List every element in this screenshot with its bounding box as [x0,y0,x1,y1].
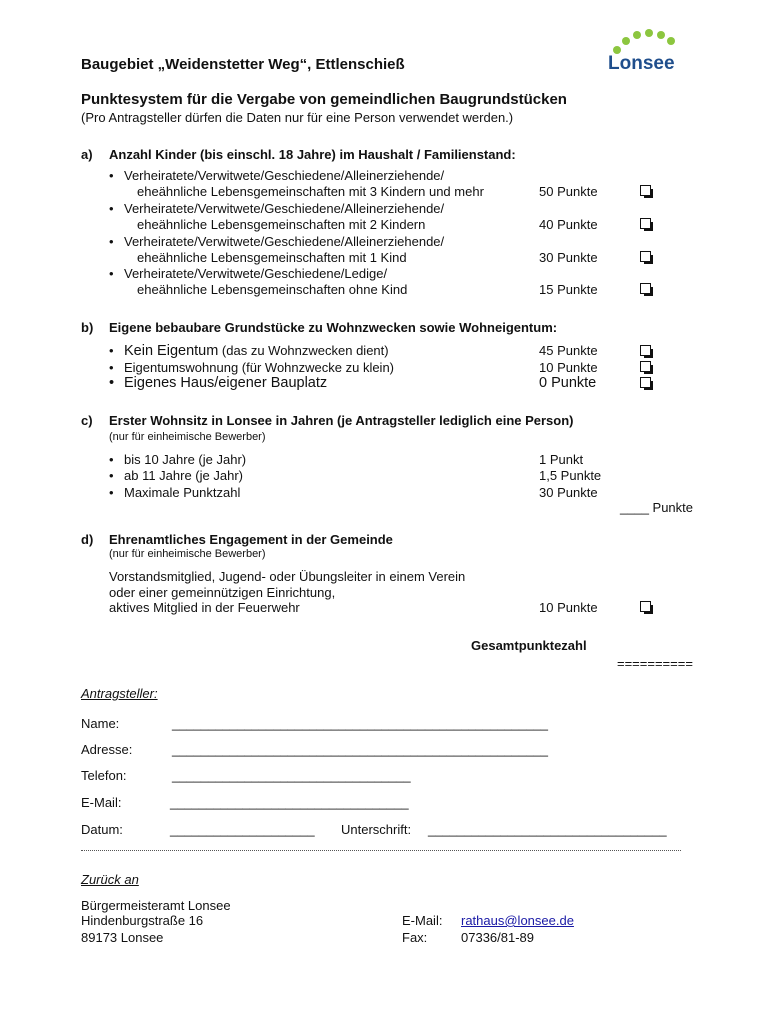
name-field[interactable]: ____________________________________________________ [172,716,548,731]
name-label: Name: [81,716,120,731]
section-b-item-2-points: 10 Punkte [539,360,598,375]
section-b-item-2: • Eigentumswohnung (für Wohnzwecke zu klein) [124,360,394,375]
email-field[interactable]: _________________________________ [170,795,409,810]
phone-field[interactable]: _________________________________ [172,768,411,783]
footer-fax-label: Fax: [402,930,428,945]
applicant-heading: Antragsteller: [81,686,158,701]
section-a-item-3-points: 30 Punkte [539,250,598,265]
total-label: Gesamtpunktezahl [471,638,587,653]
section-b-item-3-points: 0 Punkte [539,375,597,391]
section-b-letter: b) [81,320,94,335]
section-a-item-2-line2: eheähnliche Lebensgemeinschaften mit 2 Kindern [137,217,426,232]
date-field[interactable]: ____________________ [170,822,315,837]
logo-text: Lonsee [608,53,675,74]
section-c-item-1-points: 1 Punkt [539,452,584,467]
footer-fax-value: 07336/81-89 [461,930,535,945]
section-a-item-2-line1: • Verheiratete/Verwitwete/Geschiedene/Alleinerziehende/ [124,201,444,216]
section-d-points: 10 Punkte [539,600,598,615]
section-d-line2: oder einer gemeinnützigen Einrichtung, [109,585,336,600]
section-b-item-2-checkbox[interactable] [640,361,651,372]
section-c-letter: c) [81,413,93,428]
footer-addr-2: Hindenburgstraße 16 [81,913,204,928]
address-field[interactable]: ____________________________________________________ [172,742,548,757]
section-a-item-4-checkbox[interactable] [640,283,651,294]
section-c-item-1: • bis 10 Jahre (je Jahr) [124,452,246,467]
section-a-item-2-points: 40 Punkte [539,217,598,232]
logo-dot-icon [645,29,653,37]
date-label: Datum: [81,822,123,837]
footer-addr-1: Bürgermeisteramt Lonsee [81,898,231,913]
logo-dot-icon [633,31,641,39]
back-link[interactable]: Zurück an [81,872,139,887]
section-a-item-3-line2: eheähnliche Lebensgemeinschaften mit 1 Kind [137,250,407,265]
footer-email-link[interactable]: rathaus@lonsee.de [461,913,574,928]
section-d-subnote: (nur für einheimische Bewerber) [109,548,266,560]
section-d-line3: aktives Mitglied in der Feuerwehr [109,600,300,615]
section-d-line1: Vorstandsmitglied, Jugend- oder Übungsleiter in einem Verein [109,569,466,584]
document-note: (Pro Antragsteller dürfen die Daten nur für eine Person verwendet werden.) [81,110,514,125]
section-a-item-4-line1: • Verheiratete/Verwitwete/Geschiedene/Ledige/ [124,266,387,281]
section-d-checkbox[interactable] [640,601,651,612]
logo-dot-icon [667,37,675,45]
section-b-item-1 [124,343,389,359]
section-c-item-2-points: 1,5 Punkte [539,468,602,483]
section-a-item-4-points: 15 Punkte [539,282,598,297]
section-c-item-2: • ab 11 Jahre (je Jahr) [124,468,243,483]
section-c-item-3: • Maximale Punktzahl [124,485,240,500]
section-d-heading: Ehrenamtliches Engagement in der Gemeinde [109,532,393,547]
section-b-item-1-main: Kein Eigentum [124,343,219,359]
section-b-item-3: • Eigenes Haus/eigener Bauplatz [124,375,327,391]
document-title: Baugebiet „Weidenstetter Weg“, Ettlenschieß [81,56,405,73]
section-a-item-3-line1: • Verheiratete/Verwitwete/Geschiedene/Alleinerziehende/ [124,234,444,249]
footer-addr-3: 89173 Lonsee [81,930,164,945]
phone-label: Telefon: [81,768,127,783]
section-b-item-1-checkbox[interactable] [640,345,651,356]
section-c-points-blank[interactable]: ____ Punkte [620,500,694,515]
section-b-item-1-rest: (das zu Wohnzwecken dient) [218,343,389,358]
section-c-heading: Erster Wohnsitz in Lonsee in Jahren (je Antragsteller lediglich eine Person) [109,413,574,428]
section-d-letter: d) [81,532,94,547]
section-a-letter: a) [81,147,93,162]
total-line[interactable]: ========== [617,656,693,671]
section-a-item-1-line2: eheähnliche Lebensgemeinschaften mit 3 Kindern und mehr [137,184,484,199]
section-a-item-1-checkbox[interactable] [640,185,651,196]
section-b-item-1-points: 45 Punkte [539,343,598,358]
section-c-subnote: (nur für einheimische Bewerber) [109,431,266,443]
section-a-heading: Anzahl Kinder (bis einschl. 18 Jahre) im Haushalt / Familienstand: [109,147,516,162]
section-c-item-3-points: 30 Punkte [539,485,598,500]
footer-email-label: E-Mail: [402,913,443,928]
section-a-item-3-checkbox[interactable] [640,251,651,262]
section-a-item-2-checkbox[interactable] [640,218,651,229]
logo-dot-icon [622,37,630,45]
dotted-separator [81,850,681,851]
logo-dot-icon [657,31,665,39]
address-label: Adresse: [81,742,133,757]
signature-label: Unterschrift: [341,822,412,837]
section-a-item-1-line1: • Verheiratete/Verwitwete/Geschiedene/Alleinerziehende/ [124,168,444,183]
document-subtitle: Punktesystem für die Vergabe von gemeindlichen Baugrundstücken [81,91,567,108]
lonsee-logo [600,26,690,81]
section-b-item-3-checkbox[interactable] [640,377,651,388]
section-a-item-1-points: 50 Punkte [539,184,598,199]
signature-field[interactable]: _________________________________ [428,822,667,837]
section-a-item-4-line2: eheähnliche Lebensgemeinschaften ohne Kind [137,282,408,297]
section-b-heading: Eigene bebaubare Grundstücke zu Wohnzwecken sowie Wohneigentum: [109,320,558,335]
email-label: E-Mail: [81,795,122,810]
